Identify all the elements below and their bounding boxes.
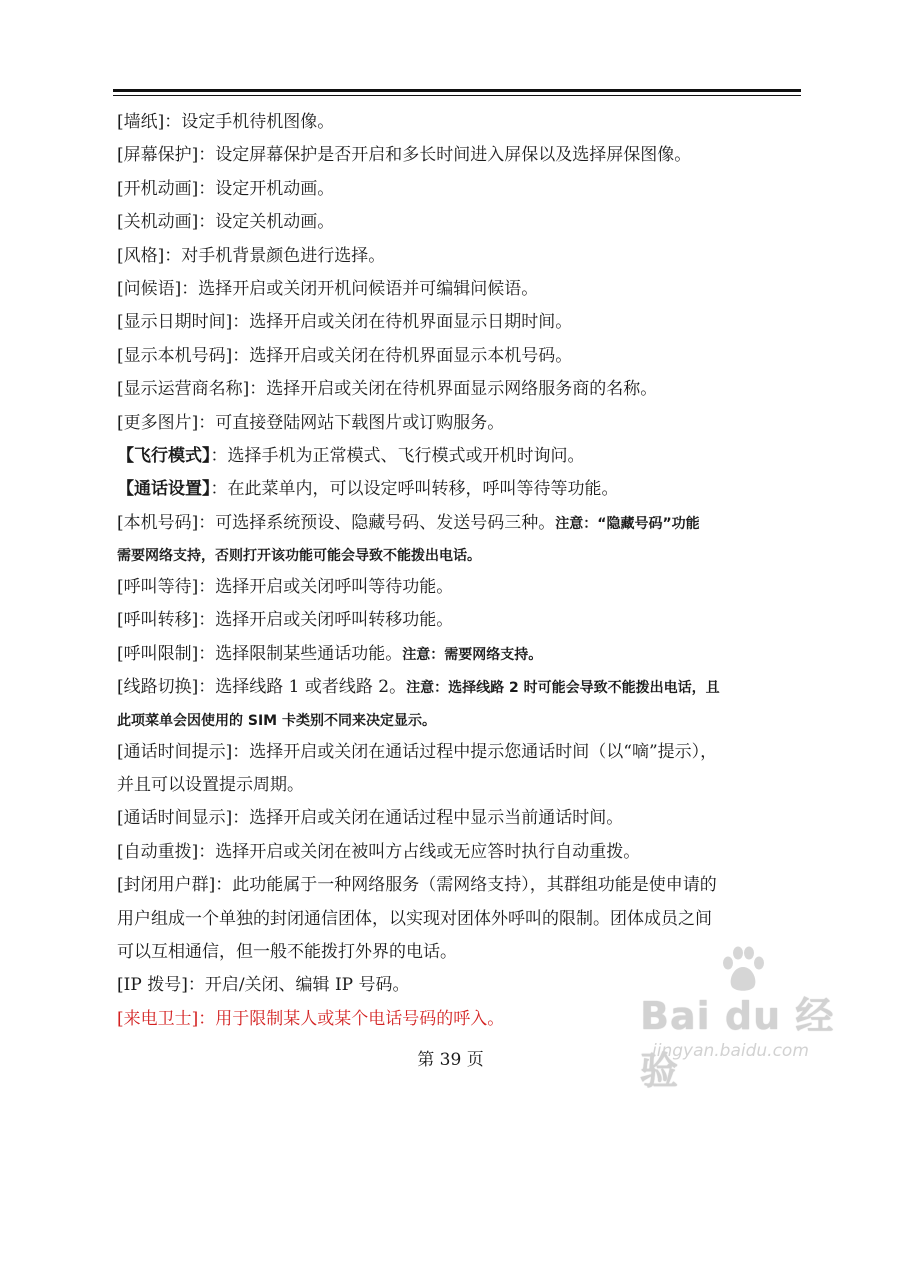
text-line-closed-user-group-cont-1: 用户组成一个单独的封闭通信团体，以实现对团体外呼叫的限制。团体成员之间 (117, 908, 712, 929)
section-call-settings (117, 473, 805, 506)
text-line-more-pictures: [更多图片]：可直接登陆网站下载图片或订购服务。 (117, 412, 505, 433)
text-line-call-barring (117, 638, 805, 671)
text-line-power-on-animation: [开机动画]：设定开机动画。 (117, 178, 335, 199)
header-rule-thin (113, 95, 801, 96)
section-text-flight-mode: ：选择手机为正常模式、飞行模式或开机时询问。 (210, 445, 585, 466)
text-line-auto-redial: [自动重拨]：选择开启或关闭在被叫方占线或无应答时执行自动重拨。 (117, 841, 641, 862)
text-line-own-number (117, 507, 805, 540)
text-line-power-off-animation: [关机动画]：设定关机动画。 (117, 212, 335, 233)
text-line-call-waiting: [呼叫等待]：选择开启或关闭呼叫等待功能。 (117, 577, 454, 598)
call-barring-note: 注意：需要网络支持。 (402, 646, 543, 663)
text-line-call-time-reminder: [通话时间提示]：选择开启或关闭在通话过程中提示您通话时间（以“嘀”提示）， (117, 741, 718, 762)
text-line-screensaver: [屏幕保护]：设定屏幕保护是否开启和多长时间进入屏保以及选择屏保图像。 (117, 145, 692, 166)
watermark-url: jingyan.baidu.com (652, 1041, 809, 1061)
section-flight-mode (117, 440, 805, 473)
text-line-line-switch-note (117, 705, 805, 736)
text-line-own-number-note (117, 540, 805, 571)
own-number-note: 注意：“隐藏号码”功能 (555, 515, 700, 532)
section-title-flight-mode: 【飞行模式】 (117, 445, 211, 466)
text-line-show-date-time: [显示日期时间]：选择开启或关闭在待机界面显示日期时间。 (117, 312, 573, 333)
section-text-call-settings: ：在此菜单内，可以设定呼叫转移，呼叫等待等功能。 (210, 479, 619, 500)
header-rule-thick (113, 89, 801, 92)
text-line-call-time-reminder-cont: 并且可以设置提示周期。 (117, 775, 304, 796)
section-title-call-settings: 【通话设置】 (117, 479, 211, 500)
text-line-closed-user-group-cont-2: 可以互相通信，但一般不能拨打外界的电话。 (117, 941, 457, 962)
line-switch-text: [线路切换]：选择线路 1 或者线路 2。 (117, 677, 407, 698)
text-line-show-own-number: [显示本机号码]：选择开启或关闭在待机界面显示本机号码。 (117, 345, 573, 366)
watermark-brand: Bai du 经验 (640, 994, 835, 1093)
text-line-line-switch (117, 671, 805, 704)
text-line-show-operator: [显示运营商名称]：选择开启或关闭在待机界面显示网络服务商的名称。 (117, 379, 658, 400)
text-line-ip-dial: [IP 拨号]：开启/关闭、编辑 IP 号码。 (117, 975, 410, 996)
text-line-call-forward: [呼叫转移]：选择开启或关闭呼叫转移功能。 (117, 610, 454, 631)
page-number: 第 39 页 (417, 1050, 484, 1070)
own-number-text: [本机号码]：可选择系统预设、隐藏号码、发送号码三种。 (117, 512, 556, 533)
text-line-greeting: [问候语]：选择开启或关闭开机问候语并可编辑问候语。 (117, 278, 539, 299)
watermark-logo (640, 945, 860, 1093)
document-body (117, 106, 805, 1036)
text-line-style: [风格]：对手机背景颜色进行选择。 (117, 245, 386, 266)
line-switch-note-continued: 此项菜单会因使用的 SIM 卡类别不同来决定显示。 (117, 712, 436, 729)
text-line-call-time-display: [通话时间显示]：选择开启或关闭在通话过程中显示当前通话时间。 (117, 808, 624, 829)
line-switch-note: 注意：选择线路 2 时可能会导致不能拨出电话，且 (406, 680, 720, 697)
text-line-call-guard: [来电卫士]：用于限制某人或某个电话号码的呼入。 (117, 1008, 505, 1029)
text-line-closed-user-group: [封闭用户群]：此功能属于一种网络服务（需网络支持），其群组功能是使申请的 (117, 875, 717, 896)
call-barring-text: [呼叫限制]：选择限制某些通话功能。 (117, 643, 403, 664)
text-line-wallpaper: [墙纸]：设定手机待机图像。 (117, 112, 335, 132)
own-number-note-continued: 需要网络支持，否则打开该功能可能会导致不能拨出电话。 (117, 548, 481, 565)
